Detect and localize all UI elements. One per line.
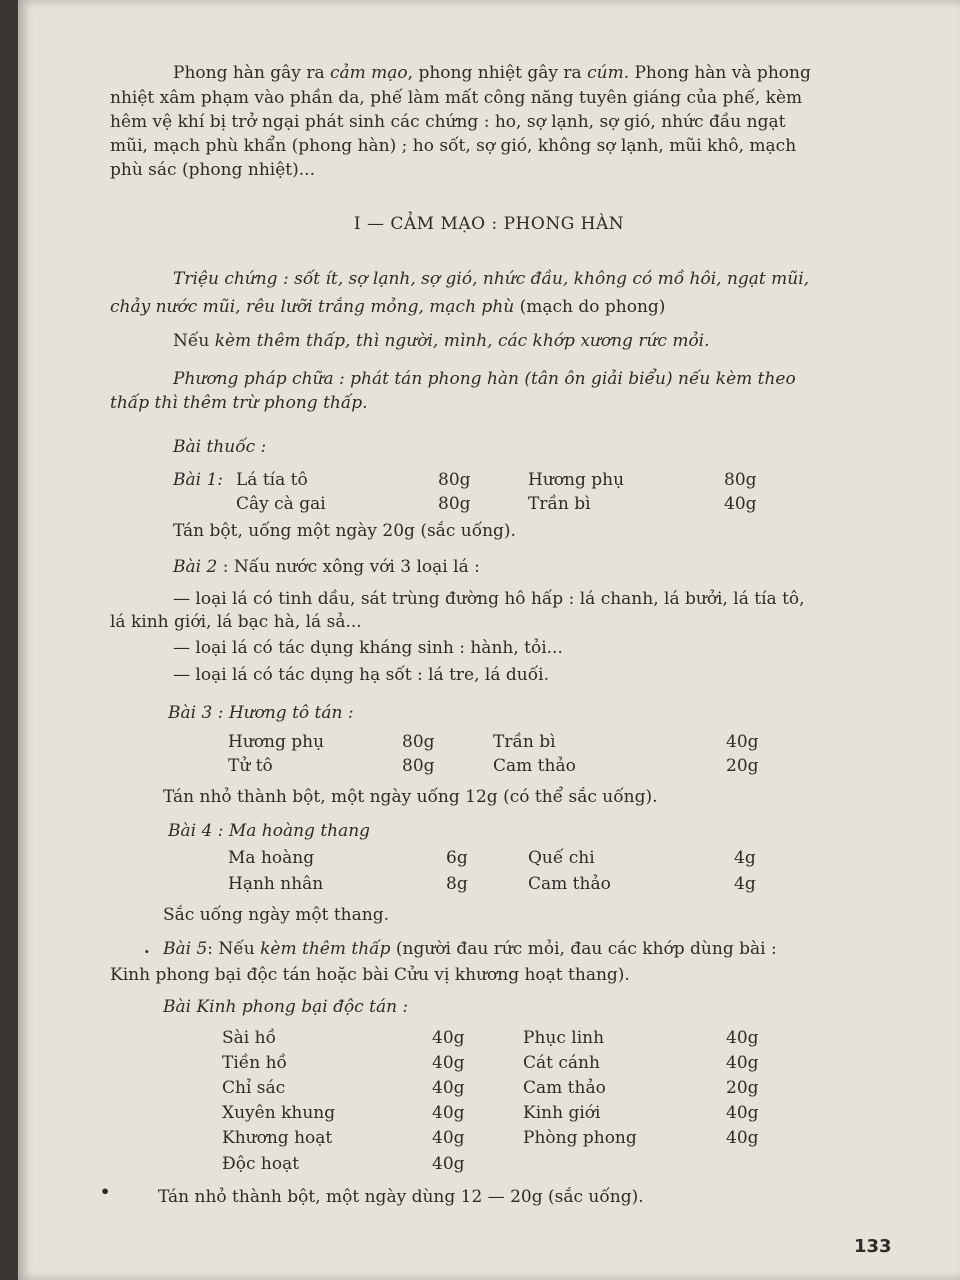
ingredient-name: Kinh giới (523, 1103, 601, 1123)
ingredient-qty: 80g (438, 470, 471, 490)
intro-line-2: nhiệt xâm phạm vào phần da, phế làm mất công năng tuyên giáng của phế, kèm (110, 88, 803, 108)
ingredient-qty: 40g (726, 732, 759, 752)
book-page (18, 0, 960, 1280)
bai2-line-1b: lá kinh giới, lá bạc hà, lá sả... (110, 612, 362, 632)
ingredient-name: Phục linh (523, 1028, 605, 1048)
intro-line-1: Phong hàn gây ra cảm mạo, phong nhiệt gây ra cúm. Phong hàn và phong (173, 63, 811, 83)
damp-paragraph: Nếu kèm thêm thấp, thì người, mình, các khớp xương rức mỏi. (173, 331, 710, 351)
ingredient-name: Phòng phong (523, 1128, 637, 1148)
method-line-1: Phương pháp chữa : phát tán phong hàn (tân ôn giải biểu) nếu kèm theo (173, 369, 796, 389)
ingredient-name: Sài hồ (222, 1028, 276, 1048)
ingredient-qty: 40g (432, 1103, 465, 1123)
bai5-line-2: Kinh phong bại độc tán hoặc bài Cửu vị khương hoạt thang). (110, 965, 630, 985)
ingredient-qty: 40g (726, 1053, 759, 1073)
ingredient-name: Chỉ sác (222, 1078, 286, 1098)
ingredient-qty: 40g (726, 1103, 759, 1123)
ingredient-name: Trần bì (493, 732, 556, 752)
intro-line-4: mũi, mạch phù khẩn (phong hàn) ; ho sốt, sợ gió, không sợ lạnh, mũi khô, mạch (110, 136, 797, 156)
ingredient-qty: 40g (726, 1028, 759, 1048)
ingredient-qty: 40g (724, 494, 757, 514)
ingredient-name: Cát cánh (523, 1053, 600, 1073)
ingredient-name: Cây cà gai (236, 494, 326, 514)
ingredient-name: Hương phụ (228, 732, 325, 752)
ingredient-name: Tử tô (228, 756, 273, 776)
ingredient-name: Cam thảo (528, 874, 611, 894)
ingredient-name: Tiền hồ (222, 1053, 287, 1073)
ingredient-qty: 40g (432, 1128, 465, 1148)
ingredient-qty: 80g (438, 494, 471, 514)
ingredient-qty: 6g (446, 848, 468, 868)
ingredient-qty: 4g (734, 874, 756, 894)
ingredient-name: Lá tía tô (236, 470, 308, 490)
symptoms-line-2: chảy nước mũi, rêu lưỡi trắng mỏng, mạch phù (mạch do phong) (110, 297, 666, 317)
ingredient-qty: 40g (432, 1028, 465, 1048)
section-title: I — CẢM MẠO : PHONG HÀN (353, 214, 625, 234)
bai2-line-3: — loại lá có tác dụng hạ sốt : lá tre, lá duối. (173, 665, 549, 685)
ingredient-name: Hương phụ (528, 470, 625, 490)
ingredient-qty: 80g (402, 732, 435, 752)
bai2-line-1: — loại lá có tinh dầu, sát trùng đường hô hấp : lá chanh, lá bưởi, lá tía tô, (173, 589, 805, 609)
ingredient-qty: 80g (724, 470, 757, 490)
kinh-title: Bài Kinh phong bại độc tán : (163, 997, 409, 1017)
ingredient-name: Khương hoạt (222, 1128, 333, 1148)
ingredient-name: Cam thảo (523, 1078, 606, 1098)
ingredient-qty: 20g (726, 1078, 759, 1098)
ingredient-qty: 40g (432, 1154, 465, 1174)
ingredient-qty: 8g (446, 874, 468, 894)
ingredient-qty: 20g (726, 756, 759, 776)
ingredient-name: Hạnh nhân (228, 874, 324, 894)
intro-line-3: hêm vệ khí bị trở ngại phát sinh các chứng : ho, sợ lạnh, sợ gió, nhức đầu ngạt (110, 112, 786, 132)
remedies-label: Bài thuốc : (173, 437, 267, 457)
symptoms-line-1: Triệu chứng : sốt ít, sợ lạnh, sợ gió, nhức đầu, không có mồ hôi, ngạt mũi, (173, 269, 810, 289)
bullet-mark: • (100, 1182, 111, 1201)
kinh-note: Tán nhỏ thành bột, một ngày dùng 12 — 20g (sắc uống). (158, 1187, 644, 1207)
page-number: 133 (854, 1236, 892, 1257)
method-line-2: thấp thì thêm trừ phong thấp. (110, 393, 368, 413)
ingredient-name: Ma hoàng (228, 848, 315, 868)
bai3-note: Tán nhỏ thành bột, một ngày uống 12g (có thể sắc uống). (163, 787, 658, 807)
bai4-title: Bài 4 : Ma hoàng thang (168, 821, 371, 841)
ingredient-name: Cam thảo (493, 756, 576, 776)
bai1-label: Bài 1: (173, 470, 224, 490)
bai3-title: Bài 3 : Hương tô tán : (168, 703, 354, 723)
ingredient-qty: 4g (734, 848, 756, 868)
bai4-note: Sắc uống ngày một thang. (163, 905, 390, 925)
ingredient-name: Trần bì (528, 494, 591, 514)
bai1-note: Tán bột, uống một ngày 20g (sắc uống). (173, 521, 516, 541)
bai2-line-2: — loại lá có tác dụng kháng sinh : hành, tỏi... (173, 638, 563, 658)
ingredient-qty: 40g (432, 1078, 465, 1098)
ingredient-qty: 80g (402, 756, 435, 776)
ingredient-qty: 40g (432, 1053, 465, 1073)
ingredient-name: Quế chi (528, 848, 595, 868)
bai5-line-1: Bài 5: Nếu kèm thêm thấp (người đau rức mỏi, đau các khớp dùng bài : (163, 939, 777, 959)
ingredient-name: Xuyên khung (222, 1103, 336, 1123)
intro-line-5: phù sác (phong nhiệt)... (110, 160, 315, 180)
bullet-mark: . (144, 938, 150, 957)
ingredient-name: Độc hoạt (222, 1154, 300, 1174)
bai2-intro: Bài 2 : Nấu nước xông với 3 loại lá : (173, 557, 480, 577)
ingredient-qty: 40g (726, 1128, 759, 1148)
